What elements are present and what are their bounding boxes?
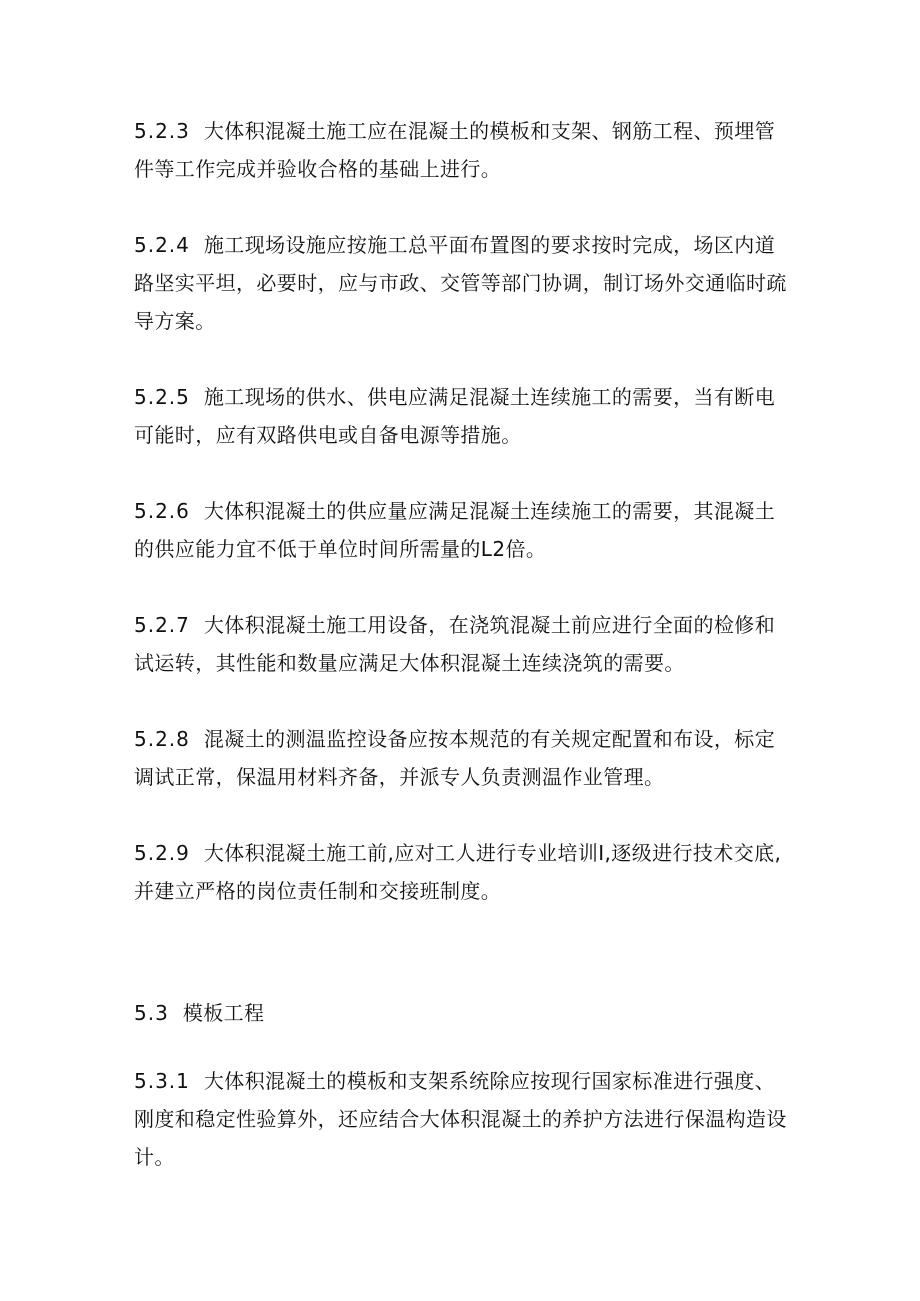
clause-text: 施工现场的供水、供电应满足混凝土连续施工的需要，当有断电可能时，应有双路供电或自备电源等措施。 [134, 385, 776, 447]
section-title: 模板工程 [182, 1001, 265, 1025]
clause-5-2-3 [134, 112, 794, 188]
clause-text: 大体积混凝土施工用设备，在浇筑混凝土前应进行全面的检修和试运转，其性能和数量应满足大体积混凝土连续浇筑的需要。 [134, 613, 776, 675]
clause-number: 5.2.7 [134, 613, 190, 637]
clause-text: 大体积混凝土施工前,应对工人进行专业培训I,逐级进行技术交底,并建立严格的岗位责任制和交接班制度。 [134, 841, 782, 903]
clause-text: 混凝土的测温监控设备应按本规范的有关规定配置和布设，标定调试正常，保温用材料齐备，并派专人负责测温作业管理。 [134, 727, 776, 789]
clause-number: 5.3.1 [134, 1069, 190, 1093]
clause-number: 5.2.4 [134, 233, 190, 257]
clause-5-2-8 [134, 720, 794, 796]
clause-number: 5.2.8 [134, 727, 190, 751]
clause-number: 5.2.6 [134, 499, 190, 523]
section-number: 5.3 [134, 1001, 169, 1025]
clause-5-2-7 [134, 606, 794, 682]
clause-text: 施工现场设施应按施工总平面布置图的要求按时完成，场区内道路坚实平坦，必要时，应与市政、交管等部门协调，制订场外交通临时疏导方案。 [134, 233, 787, 333]
clause-5-2-6 [134, 492, 794, 568]
clause-text: 大体积混凝土的模板和支架系统除应按现行国家标准进行强度、刚度和稳定性验算外，还应结合大体积混凝土的养护方法进行保温构造设计。 [134, 1069, 787, 1169]
clause-5-2-4 [134, 226, 794, 340]
clause-text: 大体积混凝土施工应在混凝土的模板和支架、钢筋工程、预埋管件等工作完成并验收合格的基础上进行。 [134, 119, 776, 181]
clause-text: 大体积混凝土的供应量应满足混凝土连续施工的需要，其混凝土的供应能力宜不低于单位时间所需量的L2倍。 [134, 499, 776, 561]
clause-5-2-9 [134, 834, 794, 910]
clause-number: 5.2.3 [134, 119, 190, 143]
section-heading-5-3 [134, 994, 794, 1032]
clause-number: 5.2.9 [134, 841, 190, 865]
clause-5-2-5 [134, 378, 794, 454]
clause-5-3-1 [134, 1062, 794, 1176]
clause-number: 5.2.5 [134, 385, 190, 409]
